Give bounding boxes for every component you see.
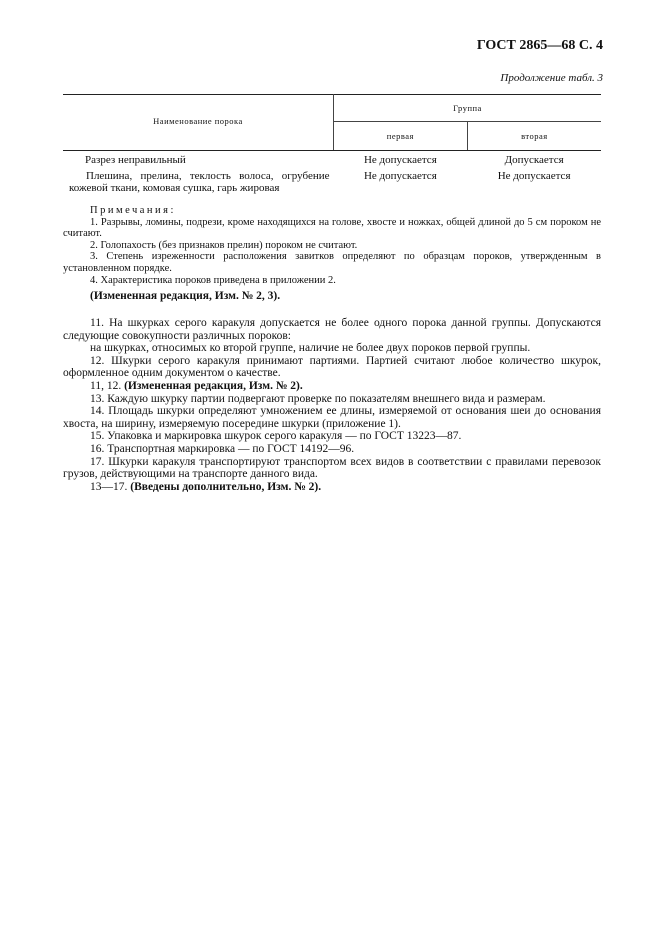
paragraph-11: 11. На шкурках серого каракуля допускается не более одного порока данной группы. Допускаются следующие совокупности различных пороков:	[63, 317, 601, 342]
page-header-title: ГОСТ 2865—68 С. 4	[476, 38, 603, 53]
column-header-first: первая	[334, 122, 468, 151]
amendment-prefix: 13—17.	[90, 480, 128, 493]
column-header-second: вторая	[467, 122, 601, 151]
amendment-note: (Измененная редакция, Изм. № 2, 3).	[90, 290, 281, 302]
main-text	[63, 317, 601, 493]
defects-table	[63, 94, 601, 194]
table-row	[63, 167, 601, 194]
second-group-cell: Не допускается	[497, 170, 571, 182]
notes-section	[63, 205, 601, 286]
note-item: 1. Разрывы, ломины, подрези, кроме находящихся на голове, хвосте и ножках, общей длиной до 5 см пороком не считают.	[63, 216, 601, 240]
table-continuation-label: Продолжение табл. 3	[500, 72, 603, 84]
column-header-defect-name: Наименование порока	[63, 95, 334, 151]
second-group-cell: Допускается	[504, 154, 564, 166]
column-header-group: Группа	[334, 95, 602, 122]
paragraph-15: 15. Упаковка и маркировка шкурок серого каракуля — по ГОСТ 13223—87.	[90, 430, 462, 443]
paragraph-13-17-amendment	[63, 481, 601, 494]
note-item: 3. Степень изреженности расположения завитков определяют по образцам пороков, утвержденным в установленном порядке.	[63, 251, 601, 274]
paragraph-14: 14. Площадь шкурки определяют умножением ее длины, измеряемой от основания шеи до основания хвоста, на ширину, измеряемую посередине шкурки (приложение 1).	[63, 405, 601, 430]
amendment-text: (Введены дополнительно, Изм. № 2).	[130, 480, 322, 493]
first-group-cell: Не допускается	[363, 154, 437, 166]
paragraph-11-12-amendment	[63, 380, 601, 393]
paragraph-13: 13. Каждую шкурку партии подвергают проверке по показателям внешнего вида и размерам.	[90, 392, 546, 405]
note-item: 4. Характеристика пороков приведена в приложении 2.	[90, 274, 336, 286]
paragraph-16: 16. Транспортная маркировка — по ГОСТ 14192—96.	[90, 442, 355, 455]
paragraph-17: 17. Шкурки каракуля транспортируют транспортом всех видов в соответствии с правилами перевозок грузов, действующими на транспорте данного вида.	[63, 455, 601, 481]
defect-name-cell: Плешина, прелина, теклость волоса, огрубение кожевой ткани, комовая сушка, гарь жировая	[69, 170, 330, 194]
table-row	[63, 151, 601, 168]
paragraph-11-continued: на шкурках, относимых ко второй группе, наличие не более двух пороков первой группы.	[90, 342, 531, 355]
first-group-cell: Не допускается	[363, 170, 437, 182]
paragraph-12: 12. Шкурки серого каракуля принимают партиями. Партией считают любое количество шкурок, оформленное одним документом о качестве.	[63, 354, 601, 380]
amendment-prefix: 11, 12.	[90, 379, 122, 392]
amendment-text: (Измененная редакция, Изм. № 2).	[124, 379, 303, 392]
notes-title: Примечания:	[90, 205, 176, 216]
defect-name-cell: Разрез неправильный	[85, 154, 186, 166]
note-item: 2. Голопахость (без признаков прелин) пороком не считают.	[90, 239, 358, 251]
